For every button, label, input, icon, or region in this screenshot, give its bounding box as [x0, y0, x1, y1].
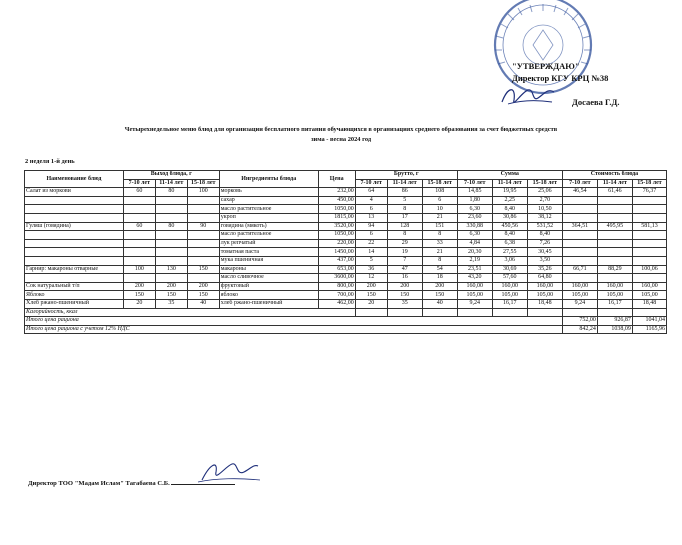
cost-value — [597, 205, 632, 214]
cost-value: 88,29 — [597, 265, 632, 274]
output-value: 200 — [155, 282, 187, 291]
cost-value: 61,46 — [597, 188, 632, 197]
gross-value: 151 — [422, 222, 457, 231]
ingredient-name: масло растительное — [219, 231, 318, 240]
header-age: 7-10 лет — [457, 179, 492, 188]
output-value: 60 — [123, 222, 155, 231]
cost-value — [562, 213, 597, 222]
dish-name: Яблоко — [25, 291, 124, 300]
title-line-2: зима - весна 2024 год — [310, 136, 372, 143]
cost-value: 9,24 — [562, 299, 597, 308]
ingredient-name: масло растительное — [219, 205, 318, 214]
ingredient-name: укроп — [219, 213, 318, 222]
price-value: 700,00 — [318, 291, 355, 300]
table-row — [25, 291, 667, 300]
ration-total-row — [25, 317, 667, 326]
cost-value — [632, 213, 666, 222]
ration-total-label: Итого цена рациона — [25, 317, 563, 326]
dish-name — [25, 256, 124, 265]
header-ingredients: Ингредиенты блюда — [219, 171, 318, 188]
cost-value: 18,48 — [632, 299, 666, 308]
gross-value: 10 — [422, 205, 457, 214]
gross-value: 150 — [422, 291, 457, 300]
gross-value: 200 — [422, 282, 457, 291]
output-value — [187, 248, 219, 257]
cost-value — [632, 231, 666, 240]
table-row — [25, 205, 667, 214]
price-value: 450,00 — [318, 196, 355, 205]
header-dish: Наименование блюд — [25, 171, 124, 188]
gross-value: 13 — [355, 213, 387, 222]
cost-value — [632, 274, 666, 283]
table-header-row — [25, 171, 667, 180]
sum-value: 6,38 — [492, 239, 527, 248]
output-value: 20 — [123, 299, 155, 308]
gross-value: 8 — [387, 205, 422, 214]
output-value: 60 — [123, 188, 155, 197]
dish-name — [25, 213, 124, 222]
output-value: 90 — [187, 222, 219, 231]
output-value — [155, 239, 187, 248]
approval-position: Директор КГУ КРЦ №38 — [512, 73, 609, 83]
price-value: 800,00 — [318, 282, 355, 291]
cost-value: 66,71 — [562, 265, 597, 274]
vat-total-value: 842,24 — [562, 325, 597, 334]
output-value — [187, 213, 219, 222]
gross-value: 20 — [355, 299, 387, 308]
cost-value: 16,17 — [597, 299, 632, 308]
cost-value — [597, 239, 632, 248]
dish-name: Сок натуральный т/п — [25, 282, 124, 291]
output-value: 80 — [155, 222, 187, 231]
document-title — [0, 125, 682, 145]
ration-total-value: 1041,04 — [632, 317, 666, 326]
gross-value: 5 — [387, 196, 422, 205]
sum-value: 330,88 — [457, 222, 492, 231]
sum-value: 8,40 — [527, 231, 562, 240]
header-sum: Сумма — [457, 171, 562, 180]
menu-table — [24, 170, 667, 334]
gross-value: 54 — [422, 265, 457, 274]
header-gross: Брутто, г — [355, 171, 457, 180]
dish-name: Гарнир: макароны отварные — [25, 265, 124, 274]
output-value: 80 — [155, 188, 187, 197]
sum-value: 6,30 — [457, 231, 492, 240]
cost-value: 581,13 — [632, 222, 666, 231]
header-age: 15-18 лет — [632, 179, 666, 188]
sum-value: 531,52 — [527, 222, 562, 231]
sum-value: 14,85 — [457, 188, 492, 197]
sum-value: 30,45 — [527, 248, 562, 257]
gross-value: 94 — [355, 222, 387, 231]
table-row — [25, 282, 667, 291]
sum-value: 25,06 — [527, 188, 562, 197]
ingredient-name: томатная паста — [219, 248, 318, 257]
cost-value — [597, 213, 632, 222]
table-row — [25, 256, 667, 265]
gross-value: 6 — [422, 196, 457, 205]
gross-value: 14 — [355, 248, 387, 257]
header-age: 15-18 лет — [422, 179, 457, 188]
output-value — [187, 274, 219, 283]
gross-value: 16 — [387, 274, 422, 283]
sum-value: 64,80 — [527, 274, 562, 283]
header-age: 11-14 лет — [155, 179, 187, 188]
title-line-1: Четырехнедельное меню блюд для организации бесплатного питания обучающихся в организациях среднего образования за счет бюджетных средств — [124, 126, 558, 133]
price-value: 3520,00 — [318, 222, 355, 231]
sum-value: 9,24 — [457, 299, 492, 308]
output-value: 150 — [187, 291, 219, 300]
gross-value: 12 — [355, 274, 387, 283]
ration-total-value: 752,00 — [562, 317, 597, 326]
gross-value: 5 — [355, 256, 387, 265]
header-age: 15-18 лет — [187, 179, 219, 188]
table-row — [25, 274, 667, 283]
table-row — [25, 188, 667, 197]
output-value — [123, 256, 155, 265]
output-value — [155, 256, 187, 265]
gross-value: 150 — [387, 291, 422, 300]
output-value: 35 — [155, 299, 187, 308]
cost-value — [597, 274, 632, 283]
output-value — [155, 196, 187, 205]
header-cost: Стоимость блюда — [562, 171, 666, 180]
cost-value: 160,00 — [562, 282, 597, 291]
supplier-director-name: Директор ТОО "Мадам Ислам" Тагабаева С.Б. — [28, 480, 170, 487]
cost-value — [632, 248, 666, 257]
price-value: 232,00 — [318, 188, 355, 197]
approval-block — [512, 60, 620, 107]
ingredient-name: хлеб ржано-пшеничный — [219, 299, 318, 308]
gross-value: 40 — [422, 299, 457, 308]
gross-value: 8 — [422, 231, 457, 240]
sum-value: 105,00 — [492, 291, 527, 300]
sum-value: 160,00 — [527, 282, 562, 291]
sum-value: 30,69 — [492, 265, 527, 274]
approval-heading: "УТВЕРЖДАЮ" — [512, 61, 580, 71]
ingredient-name: фруктовый — [219, 282, 318, 291]
gross-value: 19 — [387, 248, 422, 257]
dish-name: Салат из моркови — [25, 188, 124, 197]
supplier-signature-icon — [196, 458, 262, 486]
price-value: 1050,00 — [318, 231, 355, 240]
output-value — [123, 239, 155, 248]
gross-value: 128 — [387, 222, 422, 231]
cost-value — [632, 256, 666, 265]
cost-value: 46,54 — [562, 188, 597, 197]
sum-value: 57,60 — [492, 274, 527, 283]
cost-value: 105,00 — [597, 291, 632, 300]
table-row — [25, 196, 667, 205]
header-age: 11-14 лет — [492, 179, 527, 188]
gross-value: 18 — [422, 274, 457, 283]
gross-value: 7 — [387, 256, 422, 265]
output-value — [187, 205, 219, 214]
sum-value: 38,12 — [527, 213, 562, 222]
output-value — [155, 248, 187, 257]
cost-value — [597, 231, 632, 240]
vat-total-row — [25, 325, 667, 334]
output-value: 100 — [123, 265, 155, 274]
sum-value: 7,26 — [527, 239, 562, 248]
price-value: 220,00 — [318, 239, 355, 248]
sum-value: 23,60 — [457, 213, 492, 222]
cost-value — [597, 248, 632, 257]
sum-value: 8,40 — [492, 205, 527, 214]
sum-value: 105,00 — [527, 291, 562, 300]
price-value: 1450,00 — [318, 248, 355, 257]
output-value — [187, 231, 219, 240]
sum-value: 2,70 — [527, 196, 562, 205]
cost-value: 160,00 — [597, 282, 632, 291]
gross-value: 21 — [422, 248, 457, 257]
output-value — [187, 239, 219, 248]
output-value: 200 — [123, 282, 155, 291]
cost-value — [562, 205, 597, 214]
vat-total-label: Итого цена рациона с учетом 12% НДС — [25, 325, 563, 334]
cost-value — [632, 196, 666, 205]
gross-value: 22 — [355, 239, 387, 248]
output-value — [155, 231, 187, 240]
output-value — [187, 256, 219, 265]
cost-value: 105,00 — [632, 291, 666, 300]
ingredient-name: говядина (мякоть) — [219, 222, 318, 231]
header-age: 7-10 лет — [562, 179, 597, 188]
output-value — [123, 205, 155, 214]
dish-name — [25, 248, 124, 257]
ingredient-name: яблоко — [219, 291, 318, 300]
dish-name — [25, 274, 124, 283]
ingredient-name: макароны — [219, 265, 318, 274]
output-value: 150 — [187, 265, 219, 274]
dish-name: Хлеб ржано-пшеничный — [25, 299, 124, 308]
sum-value: 30,86 — [492, 213, 527, 222]
sum-value: 3,06 — [492, 256, 527, 265]
cost-value — [562, 274, 597, 283]
gross-value: 6 — [355, 205, 387, 214]
gross-value: 4 — [355, 196, 387, 205]
gross-value: 86 — [387, 188, 422, 197]
cost-value — [632, 205, 666, 214]
output-value — [155, 205, 187, 214]
cost-value: 105,00 — [562, 291, 597, 300]
gross-value: 47 — [387, 265, 422, 274]
ingredient-name: лук репчатый — [219, 239, 318, 248]
output-value — [123, 231, 155, 240]
sum-value: 27,55 — [492, 248, 527, 257]
header-price: Цена — [318, 171, 355, 188]
vat-total-value: 1038,09 — [597, 325, 632, 334]
header-age: 7-10 лет — [355, 179, 387, 188]
week-day-label: 2 неделя 1-й день — [25, 158, 75, 165]
sum-value: 18,48 — [527, 299, 562, 308]
cost-value — [562, 239, 597, 248]
sum-value: 105,00 — [457, 291, 492, 300]
output-value: 150 — [155, 291, 187, 300]
approval-name: Досаева Г.Д. — [572, 97, 620, 107]
output-value — [123, 274, 155, 283]
output-value — [155, 213, 187, 222]
price-value: 653,00 — [318, 265, 355, 274]
cost-value — [632, 239, 666, 248]
sum-value: 16,17 — [492, 299, 527, 308]
cost-value — [597, 196, 632, 205]
table-row — [25, 222, 667, 231]
cost-value — [597, 256, 632, 265]
dish-name — [25, 231, 124, 240]
sum-value: 6,30 — [457, 205, 492, 214]
sum-value: 20,30 — [457, 248, 492, 257]
output-value — [155, 274, 187, 283]
table-row — [25, 239, 667, 248]
gross-value: 8 — [422, 256, 457, 265]
gross-value: 200 — [387, 282, 422, 291]
ingredient-name: масло сливочное — [219, 274, 318, 283]
price-value: 1050,00 — [318, 205, 355, 214]
ingredient-name: сахар — [219, 196, 318, 205]
dish-name — [25, 196, 124, 205]
sum-value: 10,50 — [527, 205, 562, 214]
header-age: 15-18 лет — [527, 179, 562, 188]
table-row — [25, 248, 667, 257]
vat-total-value: 1165,96 — [632, 325, 666, 334]
cost-value — [562, 196, 597, 205]
gross-value: 17 — [387, 213, 422, 222]
output-value — [123, 248, 155, 257]
output-value — [123, 213, 155, 222]
calories-row — [25, 308, 667, 317]
gross-value: 33 — [422, 239, 457, 248]
sum-value: 2,19 — [457, 256, 492, 265]
header-age: 11-14 лет — [597, 179, 632, 188]
gross-value: 200 — [355, 282, 387, 291]
price-value: 1815,00 — [318, 213, 355, 222]
sum-value: 1,80 — [457, 196, 492, 205]
sum-value: 160,00 — [492, 282, 527, 291]
cost-value — [562, 256, 597, 265]
header-age: 7-10 лет — [123, 179, 155, 188]
sum-value: 35,26 — [527, 265, 562, 274]
output-value: 40 — [187, 299, 219, 308]
cost-value: 495,95 — [597, 222, 632, 231]
cost-value — [562, 248, 597, 257]
sum-value: 8,40 — [492, 231, 527, 240]
director-signature-icon — [498, 82, 558, 110]
table-row — [25, 299, 667, 308]
cost-value: 160,00 — [632, 282, 666, 291]
output-value — [187, 196, 219, 205]
gross-value: 8 — [387, 231, 422, 240]
dish-name: Гуляш (говядина) — [25, 222, 124, 231]
cost-value: 100,06 — [632, 265, 666, 274]
header-output: Выход блюда, г — [123, 171, 219, 180]
table-row — [25, 265, 667, 274]
sum-value: 19,95 — [492, 188, 527, 197]
dish-name — [25, 205, 124, 214]
gross-value: 21 — [422, 213, 457, 222]
sum-value: 43,20 — [457, 274, 492, 283]
calories-label: Калорийность, ккал — [25, 308, 356, 317]
table-row — [25, 213, 667, 222]
output-value: 150 — [123, 291, 155, 300]
sum-value: 3,50 — [527, 256, 562, 265]
sum-value: 450,56 — [492, 222, 527, 231]
gross-value: 36 — [355, 265, 387, 274]
price-value: 462,00 — [318, 299, 355, 308]
cost-value: 364,51 — [562, 222, 597, 231]
table-row — [25, 231, 667, 240]
dish-name — [25, 239, 124, 248]
header-age: 11-14 лет — [387, 179, 422, 188]
gross-value: 29 — [387, 239, 422, 248]
output-value: 100 — [187, 188, 219, 197]
ration-total-value: 926,87 — [597, 317, 632, 326]
sum-value: 23,51 — [457, 265, 492, 274]
gross-value: 108 — [422, 188, 457, 197]
gross-value: 64 — [355, 188, 387, 197]
price-value: 437,00 — [318, 256, 355, 265]
sum-value: 160,00 — [457, 282, 492, 291]
price-value: 3600,00 — [318, 274, 355, 283]
gross-value: 150 — [355, 291, 387, 300]
output-value: 130 — [155, 265, 187, 274]
sum-value: 2,25 — [492, 196, 527, 205]
gross-value: 6 — [355, 231, 387, 240]
cost-value — [562, 231, 597, 240]
sum-value: 4,84 — [457, 239, 492, 248]
ingredient-name: морковь — [219, 188, 318, 197]
output-value: 200 — [187, 282, 219, 291]
gross-value: 35 — [387, 299, 422, 308]
ingredient-name: мука пшеничная — [219, 256, 318, 265]
output-value — [123, 196, 155, 205]
cost-value: 76,37 — [632, 188, 666, 197]
